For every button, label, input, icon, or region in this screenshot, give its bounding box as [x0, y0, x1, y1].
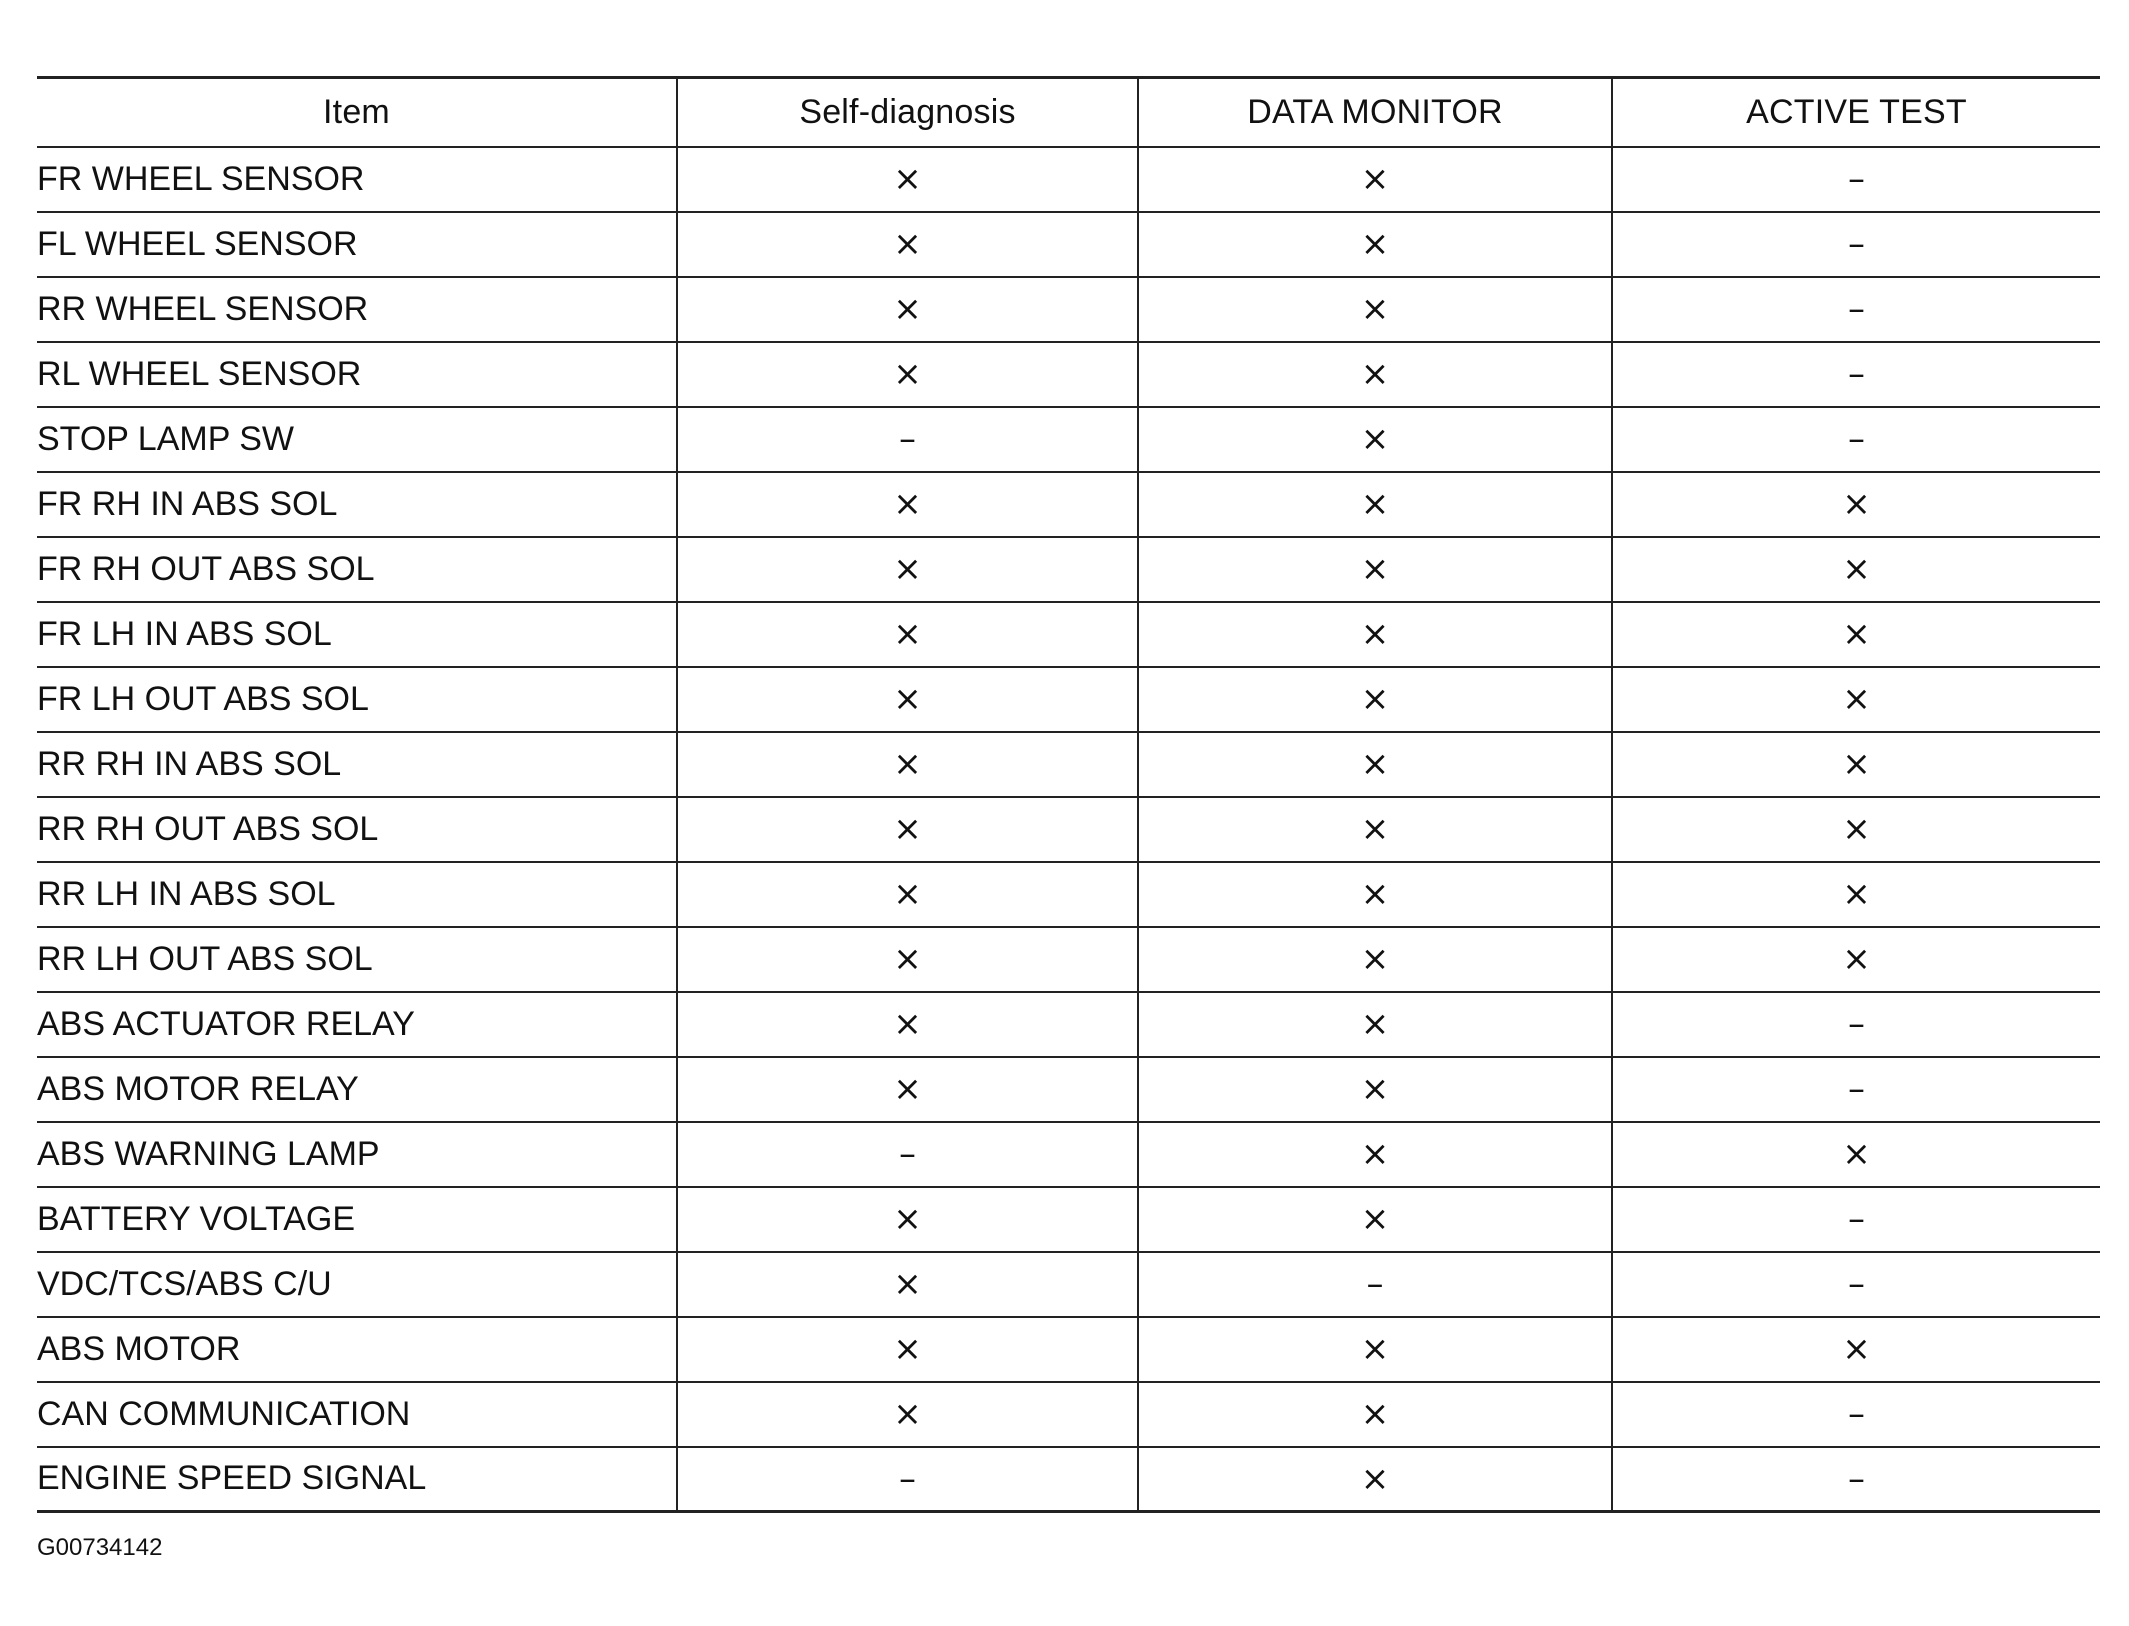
item-cell: ENGINE SPEED SIGNAL: [37, 1447, 677, 1512]
self-diagnosis-cell: ×: [677, 732, 1138, 797]
data-monitor-cell: ×: [1138, 1122, 1612, 1187]
active-test-cell: –: [1612, 277, 2100, 342]
active-test-cell: ×: [1612, 667, 2100, 732]
table-row: [37, 342, 2100, 407]
self-diagnosis-cell: ×: [677, 927, 1138, 992]
item-cell: FL WHEEL SENSOR: [37, 212, 677, 277]
active-test-cell: ×: [1612, 537, 2100, 602]
item-cell: FR LH IN ABS SOL: [37, 602, 677, 667]
self-diagnosis-cell: ×: [677, 1187, 1138, 1252]
active-test-cell: –: [1612, 1187, 2100, 1252]
self-diagnosis-cell: ×: [677, 472, 1138, 537]
table-row: [37, 1447, 2100, 1512]
table-row: [37, 667, 2100, 732]
table-row: [37, 1252, 2100, 1317]
active-test-cell: –: [1612, 1382, 2100, 1447]
active-test-cell: ×: [1612, 1122, 2100, 1187]
active-test-cell: –: [1612, 992, 2100, 1057]
self-diagnosis-cell: ×: [677, 797, 1138, 862]
table-row: [37, 277, 2100, 342]
data-monitor-cell: ×: [1138, 732, 1612, 797]
active-test-cell: –: [1612, 1057, 2100, 1122]
header-item: Item: [37, 78, 677, 147]
header-active-test: ACTIVE TEST: [1612, 78, 2100, 147]
table-row: [37, 732, 2100, 797]
table-row: [37, 602, 2100, 667]
item-cell: RR LH OUT ABS SOL: [37, 927, 677, 992]
data-monitor-cell: ×: [1138, 1057, 1612, 1122]
diagnostic-item-table: [37, 76, 2100, 1513]
active-test-cell: –: [1612, 147, 2100, 212]
self-diagnosis-cell: ×: [677, 1252, 1138, 1317]
item-cell: ABS MOTOR RELAY: [37, 1057, 677, 1122]
table-body: [37, 147, 2100, 1512]
item-cell: STOP LAMP SW: [37, 407, 677, 472]
table-row: [37, 407, 2100, 472]
header-row: [37, 78, 2100, 147]
data-monitor-cell: ×: [1138, 342, 1612, 407]
table-row: [37, 212, 2100, 277]
active-test-cell: –: [1612, 407, 2100, 472]
table-row: [37, 797, 2100, 862]
active-test-cell: –: [1612, 212, 2100, 277]
active-test-cell: ×: [1612, 797, 2100, 862]
data-monitor-cell: ×: [1138, 602, 1612, 667]
table-row: [37, 1122, 2100, 1187]
data-monitor-cell: ×: [1138, 212, 1612, 277]
item-cell: ABS WARNING LAMP: [37, 1122, 677, 1187]
item-cell: FR WHEEL SENSOR: [37, 147, 677, 212]
table-row: [37, 472, 2100, 537]
self-diagnosis-cell: ×: [677, 342, 1138, 407]
self-diagnosis-cell: –: [677, 407, 1138, 472]
self-diagnosis-cell: ×: [677, 147, 1138, 212]
active-test-cell: ×: [1612, 602, 2100, 667]
self-diagnosis-cell: ×: [677, 277, 1138, 342]
item-cell: ABS MOTOR: [37, 1317, 677, 1382]
data-monitor-cell: –: [1138, 1252, 1612, 1317]
table-header: [37, 78, 2100, 147]
header-data-monitor: DATA MONITOR: [1138, 78, 1612, 147]
figure-code: G00734142: [37, 1534, 163, 1561]
data-monitor-cell: ×: [1138, 992, 1612, 1057]
item-cell: FR RH OUT ABS SOL: [37, 537, 677, 602]
self-diagnosis-cell: ×: [677, 1057, 1138, 1122]
item-cell: RR LH IN ABS SOL: [37, 862, 677, 927]
self-diagnosis-cell: ×: [677, 862, 1138, 927]
table-row: [37, 147, 2100, 212]
header-self-diagnosis: Self-diagnosis: [677, 78, 1138, 147]
item-cell: FR RH IN ABS SOL: [37, 472, 677, 537]
active-test-cell: ×: [1612, 862, 2100, 927]
data-monitor-cell: ×: [1138, 862, 1612, 927]
active-test-cell: ×: [1612, 1317, 2100, 1382]
table-row: [37, 1057, 2100, 1122]
self-diagnosis-cell: ×: [677, 212, 1138, 277]
item-cell: RR RH OUT ABS SOL: [37, 797, 677, 862]
self-diagnosis-cell: ×: [677, 667, 1138, 732]
item-cell: FR LH OUT ABS SOL: [37, 667, 677, 732]
self-diagnosis-cell: ×: [677, 992, 1138, 1057]
data-monitor-cell: ×: [1138, 1447, 1612, 1512]
self-diagnosis-cell: –: [677, 1447, 1138, 1512]
table-row: [37, 1187, 2100, 1252]
self-diagnosis-cell: ×: [677, 1382, 1138, 1447]
data-monitor-cell: ×: [1138, 927, 1612, 992]
active-test-cell: ×: [1612, 732, 2100, 797]
self-diagnosis-cell: –: [677, 1122, 1138, 1187]
active-test-cell: ×: [1612, 927, 2100, 992]
table-row: [37, 927, 2100, 992]
data-monitor-cell: ×: [1138, 797, 1612, 862]
data-monitor-cell: ×: [1138, 472, 1612, 537]
active-test-cell: –: [1612, 342, 2100, 407]
active-test-cell: ×: [1612, 472, 2100, 537]
table-row: [37, 537, 2100, 602]
item-cell: ABS ACTUATOR RELAY: [37, 992, 677, 1057]
data-monitor-cell: ×: [1138, 537, 1612, 602]
data-monitor-cell: ×: [1138, 1187, 1612, 1252]
active-test-cell: –: [1612, 1252, 2100, 1317]
self-diagnosis-cell: ×: [677, 1317, 1138, 1382]
item-cell: RR WHEEL SENSOR: [37, 277, 677, 342]
item-cell: BATTERY VOLTAGE: [37, 1187, 677, 1252]
table-row: [37, 862, 2100, 927]
data-monitor-cell: ×: [1138, 667, 1612, 732]
active-test-cell: –: [1612, 1447, 2100, 1512]
self-diagnosis-cell: ×: [677, 537, 1138, 602]
item-cell: VDC/TCS/ABS C/U: [37, 1252, 677, 1317]
table-row: [37, 1317, 2100, 1382]
data-monitor-cell: ×: [1138, 1382, 1612, 1447]
data-monitor-cell: ×: [1138, 147, 1612, 212]
self-diagnosis-cell: ×: [677, 602, 1138, 667]
table-row: [37, 992, 2100, 1057]
data-monitor-cell: ×: [1138, 407, 1612, 472]
item-cell: CAN COMMUNICATION: [37, 1382, 677, 1447]
data-monitor-cell: ×: [1138, 277, 1612, 342]
item-cell: RL WHEEL SENSOR: [37, 342, 677, 407]
item-cell: RR RH IN ABS SOL: [37, 732, 677, 797]
table-row: [37, 1382, 2100, 1447]
data-monitor-cell: ×: [1138, 1317, 1612, 1382]
